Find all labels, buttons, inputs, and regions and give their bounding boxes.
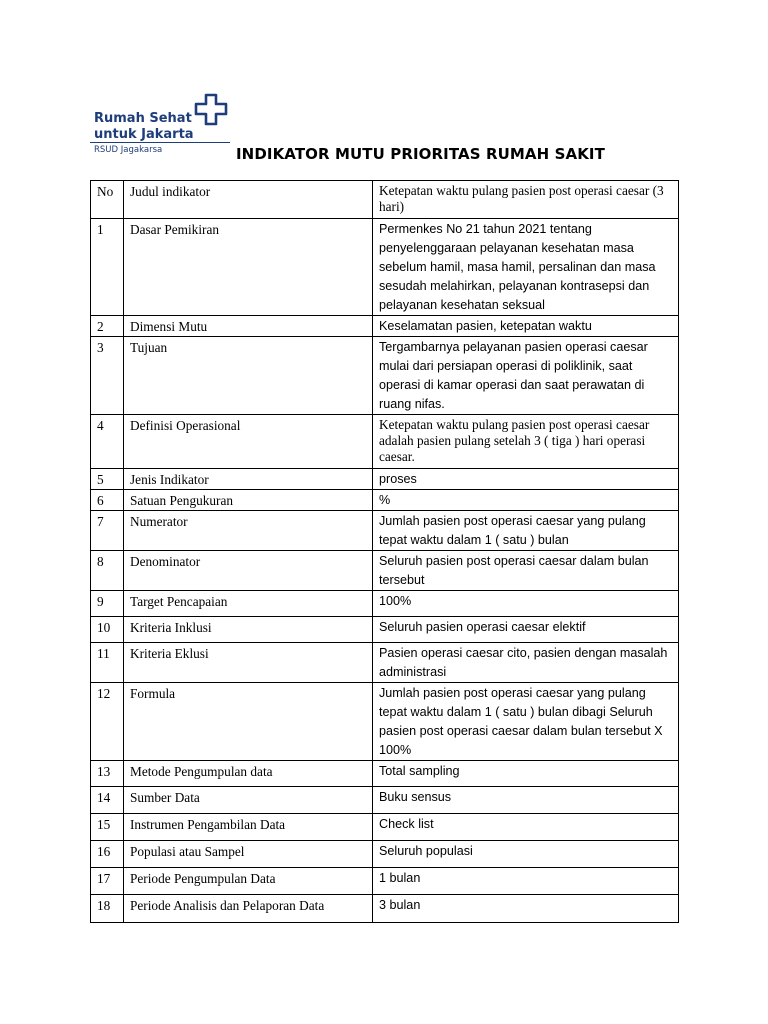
row-no: 1	[91, 219, 124, 316]
row-no: 15	[91, 814, 124, 841]
table-row	[91, 551, 679, 591]
row-value: Ketepatan waktu pulang pasien post operasi caesar adalah pasien pulang setelah 3 ( tiga ) hari operasi caesar.	[373, 415, 679, 469]
row-value: Seluruh pasien post operasi caesar dalam bulan tersebut	[373, 551, 679, 591]
table-row	[91, 683, 679, 761]
row-label: Kriteria Inklusi	[124, 617, 373, 643]
row-value: %	[373, 490, 679, 511]
row-value: Buku sensus	[373, 787, 679, 814]
row-value: Permenkes No 21 tahun 2021 tentang penyelenggaraan pelayanan kesehatan masa sebelum hamil, masa hamil, persalinan dan masa sesudah melahirkan, pelayanan kontrasepsi dan pelayanan kesehatan seksual	[373, 219, 679, 316]
table-row	[91, 415, 679, 469]
table-row	[91, 761, 679, 787]
hospital-logo	[90, 93, 230, 161]
row-label: Jenis Indikator	[124, 469, 373, 490]
row-label: Formula	[124, 683, 373, 761]
row-label: Target Pencapaian	[124, 591, 373, 617]
row-label: Periode Pengumpulan Data	[124, 868, 373, 895]
table-row	[91, 643, 679, 683]
row-no: 17	[91, 868, 124, 895]
row-label: Tujuan	[124, 337, 373, 415]
row-label: Dimensi Mutu	[124, 316, 373, 337]
row-no: 9	[91, 591, 124, 617]
row-no: 2	[91, 316, 124, 337]
row-no: 8	[91, 551, 124, 591]
row-value: Seluruh populasi	[373, 841, 679, 868]
row-no: 5	[91, 469, 124, 490]
row-no: 11	[91, 643, 124, 683]
row-value: 1 bulan	[373, 868, 679, 895]
row-label: Denominator	[124, 551, 373, 591]
row-no: 13	[91, 761, 124, 787]
table-row	[91, 814, 679, 841]
row-value: Tergambarnya pelayanan pasien operasi caesar mulai dari persiapan operasi di poliklinik, saat operasi di kamar operasi dan saat perawatan di ruang nifas.	[373, 337, 679, 415]
row-value: Pasien operasi caesar cito, pasien dengan masalah administrasi	[373, 643, 679, 683]
row-label: Kriteria Eklusi	[124, 643, 373, 683]
row-value: Check list	[373, 814, 679, 841]
row-no: 16	[91, 841, 124, 868]
row-no: 4	[91, 415, 124, 469]
row-label: Sumber Data	[124, 787, 373, 814]
logo-line-3: RSUD Jagakarsa	[94, 145, 163, 155]
logo-divider	[90, 142, 230, 143]
row-value: 100%	[373, 591, 679, 617]
row-value: proses	[373, 469, 679, 490]
row-label: Periode Analisis dan Pelaporan Data	[124, 895, 373, 923]
row-label: Numerator	[124, 511, 373, 551]
row-value: Total sampling	[373, 761, 679, 787]
logo-line-2: untuk Jakarta	[94, 127, 194, 142]
row-value: Jumlah pasien post operasi caesar yang pulang tepat waktu dalam 1 ( satu ) bulan dibagi Seluruh pasien post operasi caesar dalam bulan tersebut X 100%	[373, 683, 679, 761]
page-title: INDIKATOR MUTU PRIORITAS RUMAH SAKIT	[236, 145, 605, 163]
table-row	[91, 490, 679, 511]
row-value: Seluruh pasien operasi caesar elektif	[373, 617, 679, 643]
row-label: Populasi atau Sampel	[124, 841, 373, 868]
header-no: No	[91, 181, 124, 219]
row-no: 12	[91, 683, 124, 761]
row-no: 7	[91, 511, 124, 551]
row-no: 10	[91, 617, 124, 643]
row-label: Satuan Pengukuran	[124, 490, 373, 511]
table-row	[91, 469, 679, 490]
row-label: Instrumen Pengambilan Data	[124, 814, 373, 841]
row-value: Jumlah pasien post operasi caesar yang pulang tepat waktu dalam 1 ( satu ) bulan	[373, 511, 679, 551]
logo-line-1: Rumah Sehat	[94, 111, 192, 126]
table-row	[91, 617, 679, 643]
table-row	[91, 591, 679, 617]
header-value: Ketepatan waktu pulang pasien post operasi caesar (3 hari)	[373, 181, 679, 219]
table-row	[91, 868, 679, 895]
table-row	[91, 895, 679, 923]
row-no: 6	[91, 490, 124, 511]
header-label: Judul indikator	[124, 181, 373, 219]
row-label: Dasar Pemikiran	[124, 219, 373, 316]
table-row	[91, 511, 679, 551]
row-no: 18	[91, 895, 124, 923]
table-row	[91, 841, 679, 868]
table-row	[91, 337, 679, 415]
hospital-cross-icon	[193, 93, 229, 127]
table-row	[91, 316, 679, 337]
row-no: 14	[91, 787, 124, 814]
table-header-row	[91, 181, 679, 219]
row-no: 3	[91, 337, 124, 415]
table-row	[91, 219, 679, 316]
table-row	[91, 787, 679, 814]
indicator-table	[90, 180, 679, 923]
row-value: Keselamatan pasien, ketepatan waktu	[373, 316, 679, 337]
row-value: 3 bulan	[373, 895, 679, 923]
row-label: Metode Pengumpulan data	[124, 761, 373, 787]
row-label: Definisi Operasional	[124, 415, 373, 469]
